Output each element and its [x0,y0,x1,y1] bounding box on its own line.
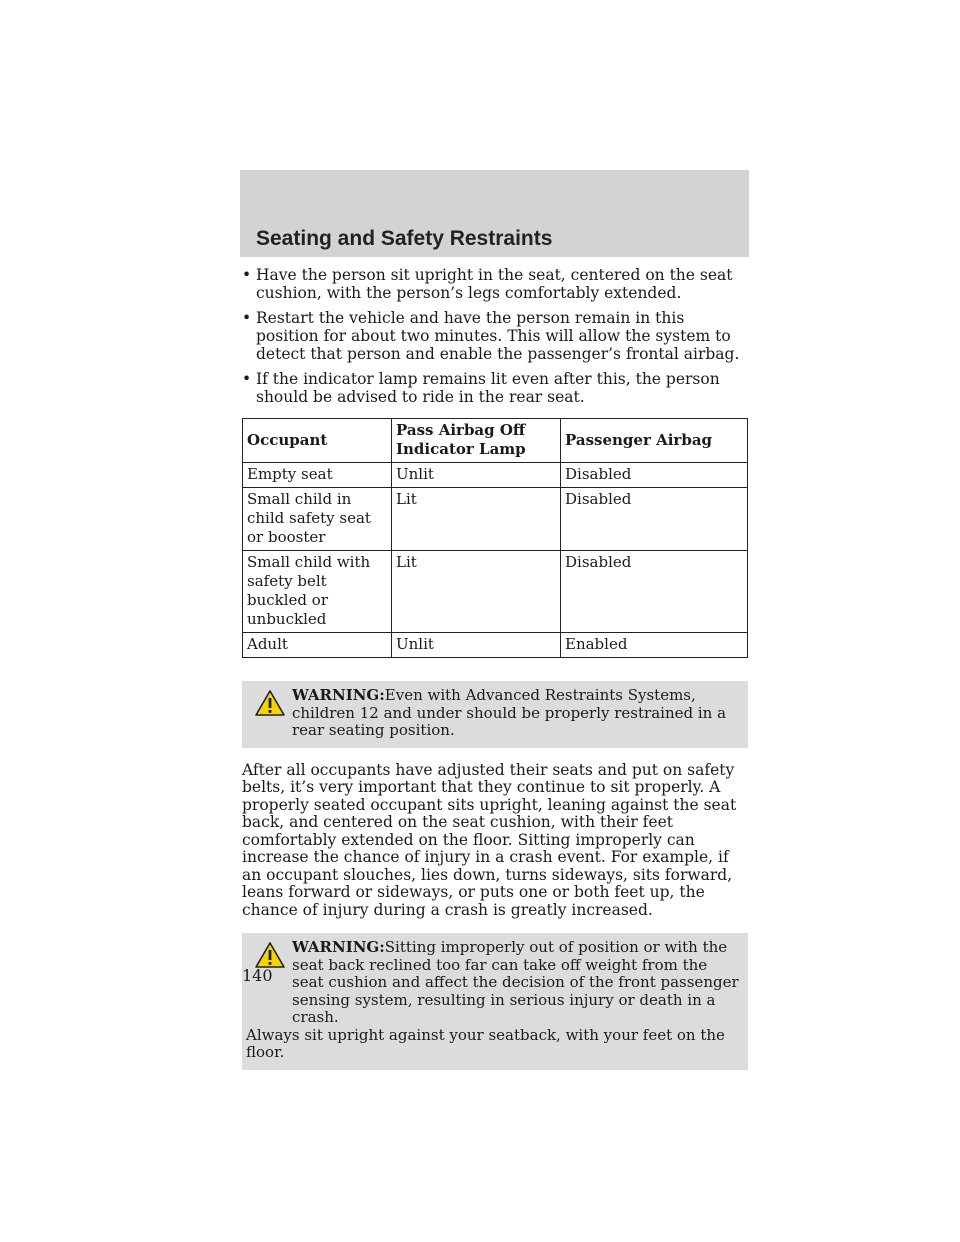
warning-text-secondary: Always sit upright against your seatback, with your feet on the floor. [246,1025,725,1061]
table-cell: Empty seat [243,463,392,488]
list-item-text: Restart the vehicle and have the person remain in this position for about two minutes. This will allow the system to detect that person and enable the passenger’s frontal airbag. [256,309,740,363]
warning-text-block [246,939,742,1027]
warning-text: Even with Advanced Restraints Systems, children 12 and under should be properly restrained in a rear seating position. [292,686,727,739]
warning-label: WARNING: [292,938,385,956]
instruction-list [242,266,748,406]
page-content [242,266,748,1070]
warning-text: Sitting improperly out of position or with the seat back reclined too far can take off weight from the seat cushion and affect the decision of the front passenger sensing system, resulting in serious injury or death in a crash. [292,938,739,1026]
table-cell: Unlit [392,463,561,488]
table-cell: Disabled [561,488,748,551]
list-item-text: If the indicator lamp remains lit even after this, the person should be advised to ride in the rear seat. [256,370,720,406]
warning-triangle-icon [254,941,286,969]
table-header-row [243,419,748,463]
warning-box-children [242,681,748,748]
warning-triangle-icon [254,689,286,717]
column-header-indicator-lamp: Pass Airbag Off Indicator Lamp [392,419,561,463]
table-cell: Unlit [392,633,561,658]
table-cell: Enabled [561,633,748,658]
bullet-glyph: • [242,309,252,327]
list-item-text: Have the person sit upright in the seat, centered on the seat cushion, with the person’s legs comfortably extended. [256,266,733,302]
table-cell: Lit [392,488,561,551]
list-item [242,370,748,406]
table-row [243,488,748,551]
table-cell: Small child with safety belt buckled or unbuckled [243,551,392,633]
table-cell: Adult [243,633,392,658]
bullet-glyph: • [242,370,252,388]
table-cell: Disabled [561,463,748,488]
table-row [243,633,748,658]
bullet-glyph: • [242,266,252,284]
table-cell: Small child in child safety seat or booster [243,488,392,551]
warning-label: WARNING: [292,686,385,704]
list-item [242,309,748,363]
table-row [243,551,748,633]
warning-box-sitting [242,933,748,1070]
section-title: Seating and Safety Restraints [256,227,553,250]
body-paragraph: After all occupants have adjusted their seats and put on safety belts, it’s very important that they continue to sit properly. A properly seated occupant sits upright, leaning against the seat back, and centered on the seat cushion, with their feet comfortably extended on the floor. Sitting improperly can increase the chance of injury in a crash event. For example, if an occupant slouches, lies down, turns sideways, sits forward, leans forward or sideways, or puts one or both feet up, the chance of injury during a crash is greatly increased. [242,760,737,919]
page-number: 140 [242,966,273,985]
warning-text-block [246,687,742,740]
section-header [240,170,749,257]
table-cell: Lit [392,551,561,633]
table-cell: Disabled [561,551,748,633]
column-header-occupant: Occupant [243,419,392,463]
table-row [243,463,748,488]
column-header-passenger-airbag: Passenger Airbag [561,419,748,463]
list-item [242,266,748,302]
occupant-airbag-table [242,418,748,658]
